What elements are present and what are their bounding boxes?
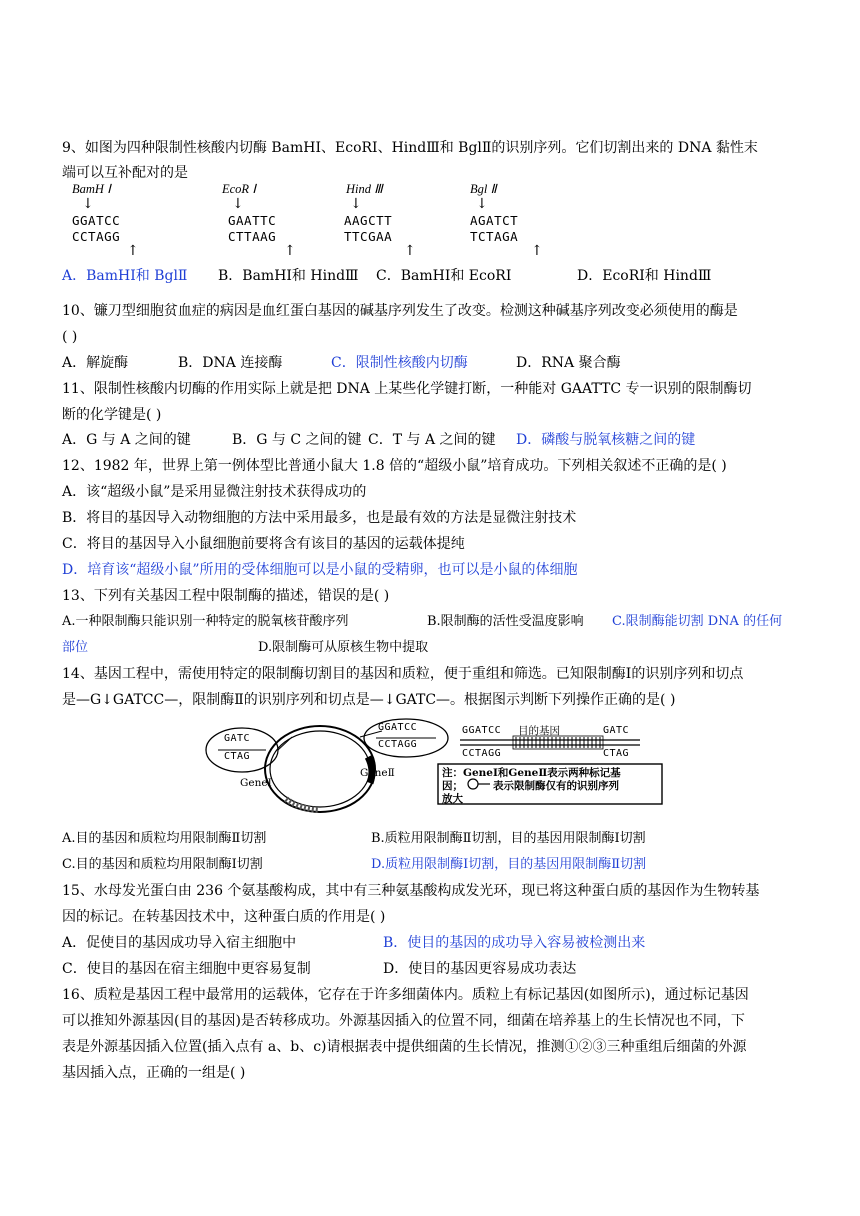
gene-2-label: GeneⅡ bbox=[360, 767, 395, 779]
q13-option-b: B.限制酶的活性受温度影响 bbox=[427, 614, 584, 629]
q10-stem-line1: 10、镰刀型细胞贫血症的病因是血红蛋白基因的碱基序列发生了改变。检测这种碱基序列改变必须使用的酶是 bbox=[62, 303, 738, 319]
q11-option-a: A．G 与 A 之间的键 bbox=[62, 432, 191, 448]
up-arrow-icon: ↑ bbox=[531, 243, 543, 259]
q11-option-b: B．G 与 C 之间的键 bbox=[232, 432, 362, 448]
enzyme-bottom-seq-bamhi: CCTAGG bbox=[72, 229, 121, 244]
enzyme-name-hindiii: Hind Ⅲ bbox=[346, 182, 383, 196]
q12-option-c: C．将目的基因导入小鼠细胞前要将含有该目的基因的运载体提纯 bbox=[62, 536, 465, 552]
enzyme-top-seq-ecori: GAATTC bbox=[228, 213, 277, 228]
q14-stem-line1: 14、基因工程中，需使用特定的限制酶切割目的基因和质粒，便于重组和筛选。已知限制酶Ⅰ的识别序列和切点 bbox=[62, 666, 744, 682]
q9-option-c: C．BamHⅠ和 EcoRⅠ bbox=[376, 268, 512, 284]
gene-1-label: GeneⅠ bbox=[240, 777, 272, 789]
q9-option-b: B．BamHⅠ和 HindⅢ bbox=[218, 268, 359, 284]
q12-stem: 12、1982 年，世界上第一例体型比普通小鼠大 1.8 倍的“超级小鼠”培育成功。下列相关叙述不正确的是( ) bbox=[62, 458, 727, 474]
q9-option-d: D．EcoRⅠ和 HindⅢ bbox=[577, 268, 712, 284]
target-right-bottom: CTAG bbox=[603, 748, 630, 759]
enzyme-name-ecori: EcoR Ⅰ bbox=[222, 182, 256, 196]
plasmid-figure bbox=[200, 717, 670, 822]
down-arrow-icon: ↓ bbox=[350, 196, 362, 212]
down-arrow-icon: ↓ bbox=[82, 196, 94, 212]
q10-option-b: B．DNA 连接酶 bbox=[178, 355, 283, 371]
q10-option-a: A．解旋酶 bbox=[62, 355, 129, 371]
q9-option-a: A．BamHⅠ和 BglⅡ bbox=[62, 268, 188, 284]
enzyme-name-bamhi: BamH Ⅰ bbox=[72, 182, 111, 196]
q15-option-c: C．使目的基因在宿主细胞中更容易复制 bbox=[62, 961, 311, 977]
q16-stem-line3: 表是外源基因插入位置(插入点有 a、b、c)请根据表中提供细菌的生长情况，推测①②③三种重组后细菌的外源 bbox=[62, 1039, 747, 1055]
right-callout-bottom: CCTAGG bbox=[378, 739, 418, 750]
q14-stem-line2: 是—G↓GATCC—，限制酶Ⅱ的识别序列和切点是—↓GATC—。根据图示判断下列操作正确的是( ) bbox=[62, 692, 676, 708]
q9-stem-line1: 9、如图为四种限制性核酸内切酶 BamHⅠ、EcoRⅠ、HindⅢ和 BglⅡ的识别序列。它们切割出来的 DNA 黏性末 bbox=[62, 140, 758, 156]
q15-option-a: A．促使目的基因成功导入宿主细胞中 bbox=[62, 935, 297, 951]
q16-stem-line1: 16、质粒是基因工程中最常用的运载体，它存在于许多细菌体内。质粒上有标记基因(如图所示)，通过标记基因 bbox=[62, 987, 749, 1003]
note-line2: 因； bbox=[442, 780, 463, 792]
q15-option-b: B．使目的基因的成功导入容易被检测出来 bbox=[383, 935, 646, 951]
enzyme-bottom-seq-hindiii: TTCGAA bbox=[344, 229, 393, 244]
enzyme-top-seq-bglii: AGATCT bbox=[470, 213, 519, 228]
up-arrow-icon: ↑ bbox=[127, 243, 139, 259]
enzyme-top-seq-bamhi: GGATCC bbox=[72, 213, 121, 228]
q10-option-d: D．RNA 聚合酶 bbox=[516, 355, 621, 371]
q10-option-c: C．限制性核酸内切酶 bbox=[331, 355, 468, 371]
enzyme-bottom-seq-ecori: CTTAAG bbox=[228, 229, 277, 244]
q13-option-d: D.限制酶可从原核生物中提取 bbox=[258, 640, 429, 655]
q14-option-a: A.目的基因和质粒均用限制酶Ⅱ切割 bbox=[62, 831, 267, 846]
q12-option-d: D．培育该“超级小鼠”所用的受体细胞可以是小鼠的受精卵，也可以是小鼠的体细胞 bbox=[62, 562, 578, 578]
q16-stem-line4: 基因插入点，正确的一组是( ) bbox=[62, 1065, 246, 1081]
q12-option-a: A．该“超级小鼠”是采用显微注射技术获得成功的 bbox=[62, 484, 367, 500]
q11-stem-line1: 11、限制性核酸内切酶的作用实际上就是把 DNA 上某些化学键打断，一种能对 GAATTC 专一识别的限制酶切 bbox=[62, 381, 752, 397]
q12-option-b: B．将目的基因导入动物细胞的方法中采用最多，也是最有效的方法是显微注射技术 bbox=[62, 510, 577, 526]
target-gene-label: 目的基因 bbox=[518, 725, 560, 737]
q11-option-c: C．T 与 A 之间的键 bbox=[368, 432, 496, 448]
note-line1: 注：GeneⅠ和GeneⅡ表示两种标记基 bbox=[442, 767, 621, 779]
down-arrow-icon: ↓ bbox=[232, 196, 244, 212]
q13-option-a: A.一种限制酶只能识别一种特定的脱氧核苷酸序列 bbox=[62, 614, 349, 629]
left-callout-top: GATC bbox=[224, 733, 251, 744]
q15-stem-line2: 因的标记。在转基因技术中，这种蛋白质的作用是( ) bbox=[62, 909, 386, 925]
note-line3: 表示限制酶仅有的识别序列 bbox=[493, 780, 619, 792]
left-callout-bottom: CTAG bbox=[224, 751, 251, 762]
q15-stem-line1: 15、水母发光蛋白由 236 个氨基酸构成，其中有三种氨基酸构成发光环，现已将这种蛋白质的基因作为生物转基 bbox=[62, 883, 760, 899]
q13-option-c-line2: 部位 bbox=[62, 640, 89, 655]
enzyme-bottom-seq-bglii: TCTAGA bbox=[470, 229, 519, 244]
note-line4: 放大 bbox=[442, 793, 463, 805]
up-arrow-icon: ↑ bbox=[404, 243, 416, 259]
target-right-top: GATC bbox=[603, 725, 630, 736]
q9-stem-line2: 端可以互补配对的是 bbox=[62, 165, 188, 181]
enzyme-top-seq-hindiii: AAGCTT bbox=[344, 213, 393, 228]
target-left-bottom: CCTAGG bbox=[462, 748, 502, 759]
enzyme-name-bglii: Bgl Ⅱ bbox=[470, 182, 497, 196]
down-arrow-icon: ↓ bbox=[476, 196, 488, 212]
right-callout-top: GGATCC bbox=[378, 722, 418, 733]
q11-stem-line2: 断的化学键是( ) bbox=[62, 407, 162, 423]
q13-stem: 13、下列有关基因工程中限制酶的描述，错误的是( ) bbox=[62, 588, 390, 604]
q13-option-c-line1: C.限制酶能切割 DNA 的任何 bbox=[612, 614, 783, 629]
q11-option-d: D．磷酸与脱氧核糖之间的键 bbox=[516, 432, 696, 448]
up-arrow-icon: ↑ bbox=[284, 243, 296, 259]
q16-stem-line2: 可以推知外源基因(目的基因)是否转移成功。外源基因插入的位置不同，细菌在培养基上的生长情况也不同，下 bbox=[62, 1013, 745, 1029]
q10-stem-line2: ( ) bbox=[62, 329, 78, 345]
q14-option-b: B.质粒用限制酶Ⅱ切割，目的基因用限制酶Ⅰ切割 bbox=[371, 831, 646, 846]
q14-option-c: C.目的基因和质粒均用限制酶Ⅰ切割 bbox=[62, 857, 263, 872]
q14-option-d: D.质粒用限制酶Ⅰ切割，目的基因用限制酶Ⅱ切割 bbox=[371, 857, 647, 872]
target-left-top: GGATCC bbox=[462, 725, 502, 736]
q15-option-d: D．使目的基因更容易成功表达 bbox=[383, 961, 577, 977]
